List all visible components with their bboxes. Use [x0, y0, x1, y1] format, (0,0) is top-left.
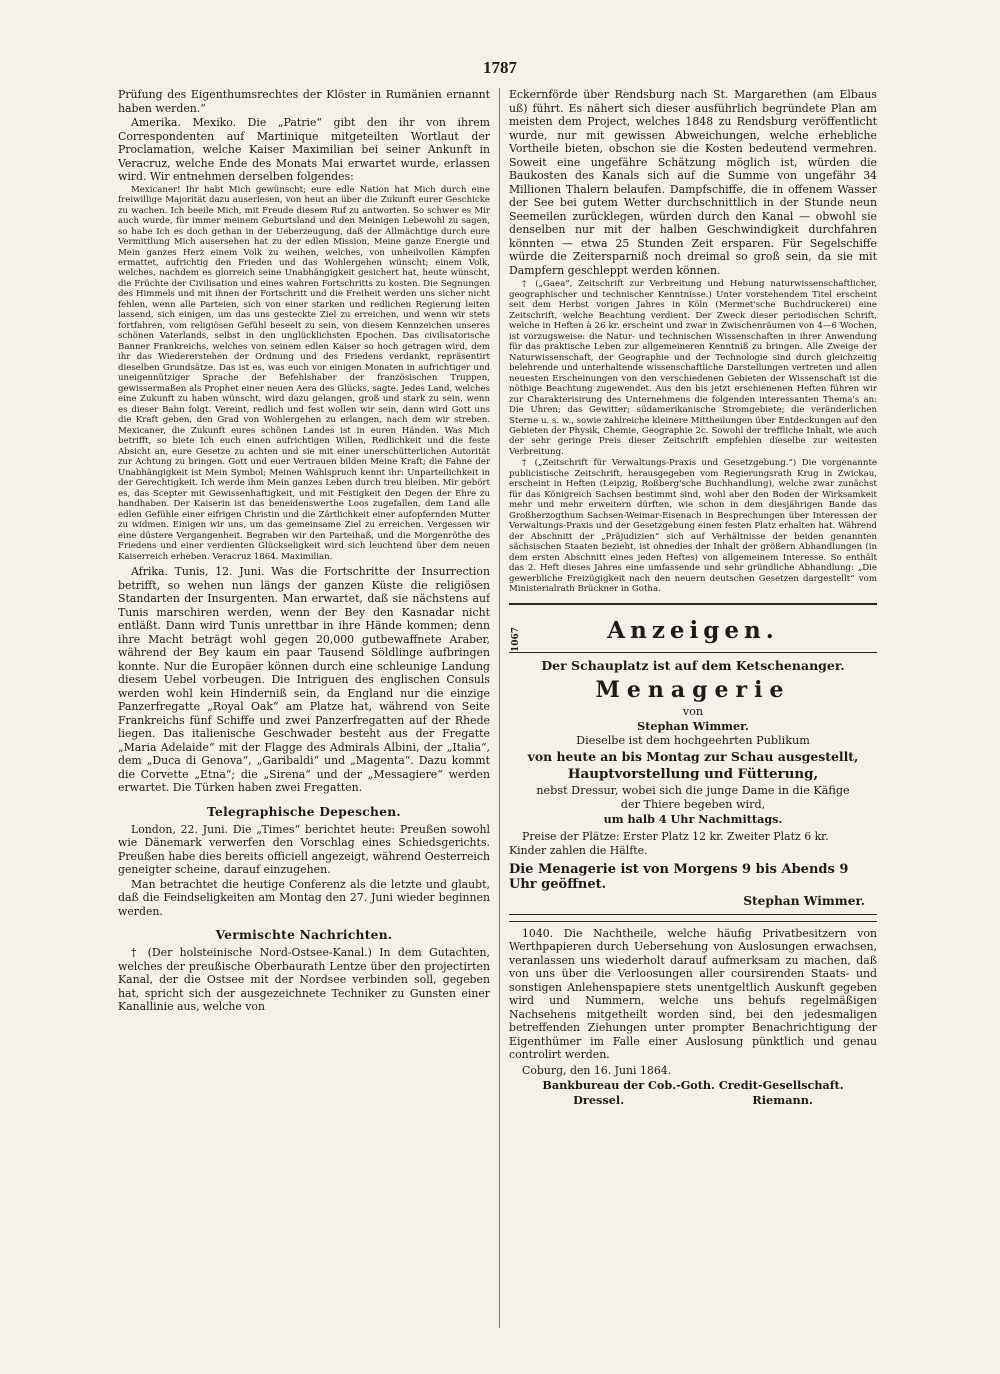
menagerie-line-3: Hauptvorstellung und Fütterung, [567, 765, 819, 782]
proclamation-text: Mexicaner! Ihr habt Mich gewünscht; eure edle Nation hat Mich durch eine freiwillige Majorität dazu auserlesen, von heut an über die Zukunft eurer Geschicke zu wachen. Ich beeile Mich, mit Freude diesem Ruf zu antworten. So schwer es Mir auch wurde, für immer meinem Geburtsland und den Meinigen Lebewohl zu sagen, so habe Ich es doch gethan in der Ueberzeugung, daß der Allmächtige durch eure Vermittlung Mich ausersehen hat zu der edlen Mission, Meine ganze Energie und Mein ganzes Herz einem Volk zu weihen, welches, von unheilvollen Kämpfen ermattet, aufrichtig den Frieden und das Wohlergehen wünscht; einem Volk, welches, nachdem es glorreich seine Unabhängigkeit gesichert hat, heute wünscht, die Früchte der Civilisation und eines wahren Fortschritts zu kosten. Die Segnungen des Himmels und mit ihnen der Fortschritt und die Freiheit werden uns sicher nicht fehlen, wenn alle Parteien, sich von einer starken und redlichen Regierung leiten lassend, sich einigen, um das uns gesteckte Ziel zu erreichen, und wenn wir stets fortfahren, vom religiösen Gefühl beseelt zu sein, von diesem Kennzeichen unseres schönen Vaterlands, selbst in den unglücklichsten Epochen. Das civilisatorische Banner Frankreichs, welches von seinem edlen Kaiser so hoch getragen wird, dem ihr das Wiedererstehen der Ordnung und des Friedens verdankt, repräsentirt dieselben Grundsätze. Das ist es, was euch vor einigen Monaten in aufrichtiger und uneigennütziger Sprache der Befehlshaber der französischen Truppen, gewissermaßen als Prophet einer neuen Aera des Glücks, sagte. Jedes Land, welches eine Zukunft zu haben wünscht, wird dazu gelangen, groß und stark zu sein, wenn es dieser Bahn folgt. Vereint, redlich und fest wollen wir sein, dann wird Gott uns die Kraft geben, den Grad von Wohlergehen zu erlangen, nach dem wir streben. Mexicaner, die Zukunft eures schönen Landes ist in euren Händen. Was Mich betrifft, so biete Ich euch einen aufrichtigen Willen, Redlichkeit und die feste Absicht an, eure Gesetze zu achten und sie mit einer unerschütterlichen Autorität zur Achtung zu bringen. Gott und euer Vertrauen bilden Meine Kraft; die Fahne der Unabhängigkeit ist Mein Symbol; Meinen Wahlspruch kennt ihr: Unparteilichkeit in der Gerechtigkeit. Ich werde ihm Mein ganzes Leben durch treu bleiben. Mir gebört es, das Scepter mit Gewissenhaftigkeit, und mit Festigkeit den Degen der Ehre zu handhaben. Der Kaiserin ist das beneidenswerthe Loos zugefallen, dem Land alle edlen Gefühle einer eifrigen Christin und die Zärtlichkeit einer aufopfernden Mutter zu widmen. Einigen wir uns, um das gemeinsame Ziel zu erreichen. Vergessen wir eine düstere Vergangenheit. Begraben wir den Parteihaß, und die Morgenröthe des Friedens und einer verdienten Glückseligkeit wird sich leuchtend über dem neuen Kaiserreich erheben. Veracruz 1864. Maximilian. [118, 184, 490, 562]
divider-rule [509, 652, 877, 653]
article-verwaltung: † („Zeitschrift für Verwaltungs-Praxis und Gesetzgebung.“) Die vorgenannte publicistische Zeitschrift, herausgegeben vom Regierungsrath Krug in Zwickau, erscheint in Heften (Leipzig, Roßberg'sche Buchhandlung), welche zwar zunächst für das Königreich Sachsen bestimmt sind, wohl aber den Boden der Wirksamkeit mehr und mehr erweitern dürften, wie schon in dem diesjährigen Bande das Großherzogthum Sachsen-Weimar-Eisenach in Besprechungen über Interessen der Verwaltungs-Praxis und der Gesetzgebung einen festen Platz erhalten hat. Während der Abschnitt der „Präjudizien“ sich auf Verhältnisse der beiden genannten sächsischen Staaten bezieht, ist ohnedies der Inhalt der größern Abhandlungen (in dem ersten Abschnitt eines jeden Heftes) von allgemeinem Interesse. So enthält das 2. Heft dieses Jahres eine umfassende und sehr gründliche Abhandlung: „Die gewerbliche Freizügigkeit nach den neuern deutschen Gesetzen dargestellt“ vom Ministerialrath Brückner in Gotha. [509, 458, 877, 595]
right-column [509, 88, 877, 1328]
signatory-2: Riemann. [752, 1093, 813, 1108]
page-number: 1787 [483, 58, 517, 77]
article-london: London, 22. Juni. Die „Times“ berichtet heute: Preußen sowohl wie Dänemark verwerfen den Vorschlag eines Schiedsgerichts. Preußen habe dies bereits officiell angezeigt, während Oesterreich geneigter scheine, darauf einzugehen. [118, 822, 490, 877]
misc-news-heading: Vermischte Nachrichten. [215, 928, 393, 943]
advertisements-section [509, 603, 877, 915]
ad-number: 1067 [511, 626, 521, 652]
menagerie-line-6: um halb 4 Uhr Nachmittags. [603, 811, 783, 826]
bank-name: Bankbureau der Cob.-Goth. Credit-Gesellschaft. [542, 1078, 844, 1093]
signatory-1: Dressel. [573, 1093, 625, 1108]
menagerie-title: Menagerie [595, 676, 791, 703]
menagerie-line-2: von heute an bis Montag zur Schau ausgestellt, [527, 748, 859, 764]
menagerie-signature: Stephan Wimmer. [743, 893, 865, 908]
divider-rule [509, 921, 877, 922]
article-conferenz: Man betrachtet die heutige Conferenz als die letzte und glaubt, daß die Feindseligkeiten am Montag den 27. Juni wieder beginnen werden. [118, 877, 490, 918]
menagerie-location: Der Schauplatz ist auf dem Ketschenanger. [541, 657, 845, 673]
menagerie-prices: Preise der Plätze: Erster Platz 12 kr. Zweiter Platz 6 kr. [522, 829, 829, 843]
menagerie-line-4: nebst Dressur, wobei sich die junge Dame in die Käfige [536, 783, 850, 797]
bank-signatures [509, 1093, 877, 1107]
left-column [118, 88, 490, 1328]
menagerie-von: von [682, 704, 704, 718]
advertisements-title: Anzeigen. [607, 616, 779, 644]
column-divider [499, 88, 500, 1328]
article-rumania-end: Prüfung des Eigenthumsrechtes der Klöster in Rumänien ernannt haben werden.“ [118, 88, 490, 115]
bank-dateline: Coburg, den 16. Juni 1864. [522, 1063, 672, 1077]
article-gaea: † („Gaea“, Zeitschrift zur Verbreitung und Hebung naturwissenschaftlicher, geographischer und technischer Kenntnisse.) Unter vorstehendem Titel erscheint seit dem Herbst vorigen Jahres in Köln (Mermet'sche Buchdruckerei) eine Zeitschrift, welche Beachtung verdient. Der Zweck dieser periodischen Schrift, welche in Heften à 26 kr. erscheint und zwar in Zwischenräumen von 4—6 Wochen, ist vorzugsweise: die Natur- und technischen Wissenschaften in ihrer Anwendung für das praktische Leben zur allgemeineren Kenntniß zu bringen. Alle Zweige der Naturwissenschaft, der Geographie und der Technologie sind durch gleichzeitig belehrende und unterhaltende wissenschaftliche Darstellungen vertreten und allen neuesten Erscheinungen von den verschiedenen Gebieten der Wissenschaft ist die nöthige Beachtung zugewendet. Aus den bis jetzt erschienenen Heften führen wir zur Charakterisirung des Unternehmens die folgenden interessanten Thema's an: Die Uhren; das Gewitter; südamerikanische Stromgebiete; die veränderlichen Sterne u. s. w., sowie zahlreiche kleinere Mittheilungen über Entdeckungen auf den Gebieten der Physik, Chemie, Geographie 2c. Sowohl der treffliche Inhalt, wie auch der sehr geringe Preis dieser Zeitschrift empfehlen dieselbe zur weitesten Verbreitung. [509, 279, 877, 457]
menagerie-line-5: der Thiere begeben wird, [620, 797, 766, 811]
article-kanal: † (Der holsteinische Nord-Ostsee-Kanal.) In dem Gutachten, welches der preußische Oberbaurath Lentze über den projectirten Kanal, der die Ostsee mit der Nordsee verbinden soll, gegeben hat, spricht sich der ausgezeichnete Techniker zu Gunsten einer Kanallinie aus, welche von [118, 946, 490, 1014]
bank-advertisement: 1040. Die Nachtheile, welche häufig Privatbesitzern von Werthpapieren durch Uebersehung von Auslosungen erwachsen, veranlassen uns wiederholt darauf aufmerksam zu machen, daß von uns über die Verloosungen aller coursirenden Staats- und sonstigen Anlehenspapiere stets unentgeltlich Auskunft gegeben wird und Nummern, welche uns behufs regelmäßigen Nachsehens mitgetheilt worden sind, bei den jedesmaligen betreffenden Ziehungen unter prompter Benachrichtigung der Eigenthümer im Falle einer Auslosung pünktlich und genau controlirt werden. [509, 926, 877, 1062]
article-mexico: Amerika. Mexiko. Die „Patrie“ gibt den ihr von ihrem Correspondenten auf Martinique mitgeteilten Wortlaut der Proclamation, welche Kaiser Maximilian bei seiner Ankunft in Veracruz, welche Ende des Monats Mai erwartet wurde, erlassen wird. Wir entnehmen derselben folgendes: [118, 116, 490, 184]
menagerie-owner: Stephan Wimmer. [637, 718, 749, 733]
telegraph-heading: Telegraphische Depeschen. [207, 804, 401, 819]
menagerie-children: Kinder zahlen die Hälfte. [509, 844, 648, 858]
article-kanal-continued: Eckernförde über Rendsburg nach St. Margarethen (am Elbaus uß) führt. Es nähert sich dieser ausführlich begründete Plan am meisten dem Project, welches 1848 zu Rendsburg veröffentlicht wurde, nur mit gewissen Abweichungen, welche erhebliche Vortheile bieten, obschon sie die Kosten bedeutend vermehren. Soweit eine ungefähre Schätzung möglich ist, würden die Baukosten des Kanals sich auf die Summe von ungefähr 34 Millionen Thalern belaufen. Dampfschiffe, die in offenem Wasser der See bei gutem Wetter durchschnittlich in der Stunde neun Seemeilen zurücklegen, würden durch den Kanal — obwohl sie denselben nur mit der halben Geschwindigkeit durchfahren könnten — etwa 25 Stunden Zeit ersparen. Für Segelschiffe würde die Zeitersparniß noch dreimal so groß sein, da sie mit Dampfern geschleppt werden können. [509, 88, 877, 277]
article-tunis: Afrika. Tunis, 12. Juni. Was die Fortschritte der Insurrection betrifft, so wehen nun längs der ganzen Küste die religiösen Standarten der Insurgenten. Man erwartet, daß sie nächstens auf Tunis marschiren werden, wenn der Bey den Kasnadar nicht entläßt. Dann wird Tunis unrettbar in ihre Hände kommen; denn ihre Macht beträgt wohl gegen 20,000 gutbewaffnete Araber, während der Bey kaum ein paar Tausend Söldlinge aufbringen konnte. Nur die Europäer können durch eine schleunige Landung diesem Uebel vorbeugen. Die Intriguen des englischen Consuls werden wohl kein Hinderniß sein, da England nur die einzige Panzerfregatte „Royal Oak“ am Platze hat, während von Seite Frankreichs fünf Schiffe und zwei Panzerfregatten auf der Rhede liegen. Das italienische Geschwader besteht aus der Fregatte „Maria Adelaide“ mit der Flagge des Admirals Albini, der „Italia“, dem „Duca di Genova“, „Garibaldi“ und „Magenta“. Dazu kommt die Corvette „Etna“; die „Sirena“ und der „Messagiere“ werden erwartet. Die Türken haben zwei Fregatten. [118, 565, 490, 795]
menagerie-line-1: Dieselbe ist dem hochgeehrten Publikum [576, 733, 810, 747]
menagerie-hours: Die Menagerie ist von Morgens 9 bis Abends 9 Uhr geöffnet. [509, 861, 849, 892]
